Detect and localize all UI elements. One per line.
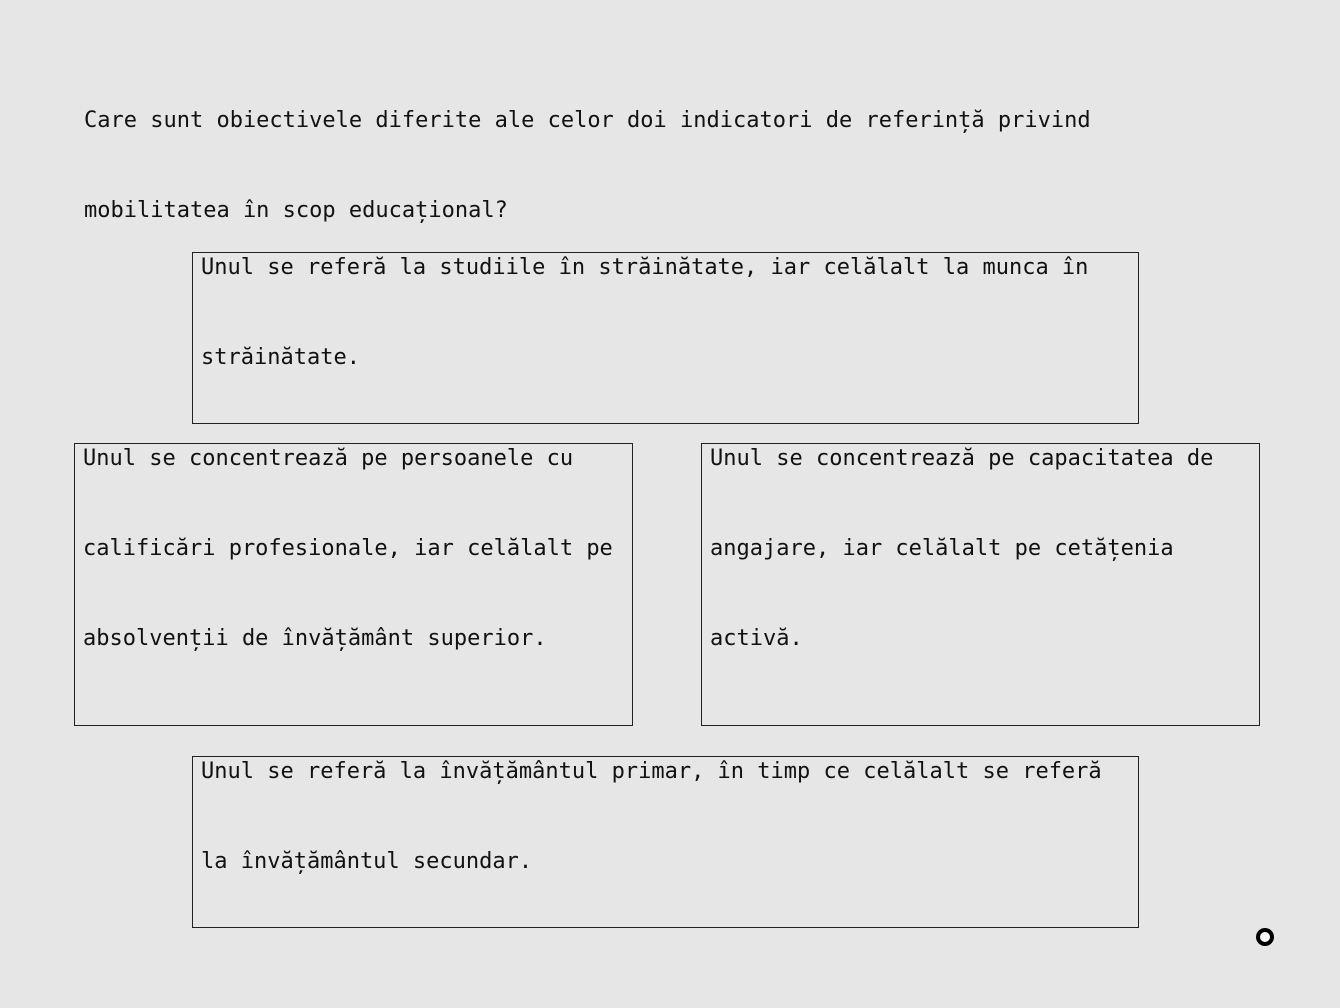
answer-option-c[interactable]: [701, 443, 1260, 726]
question-text: Care sunt obiectivele diferite ale celor doi indicatori de referință privind mobilitatea în scop educațional?: [84, 108, 1091, 223]
mouse-cursor-icon: [1256, 928, 1274, 946]
answer-option-d[interactable]: [192, 756, 1139, 928]
answer-option-d-label: Unul se referă la învățământul primar, în timp ce celălalt se referă la învățământul secundar.: [201, 759, 1102, 874]
answer-option-a[interactable]: [192, 252, 1139, 424]
answer-option-a-label: Unul se referă la studiile în străinătate, iar celălalt la munca în străinătate.: [201, 255, 1089, 370]
answer-option-b[interactable]: [74, 443, 633, 726]
answer-option-b-label: Unul se concentrează pe persoanele cu calificări profesionale, iar celălalt pe absolvenții de învățământ superior.: [83, 446, 613, 651]
answer-option-c-label: Unul se concentrează pe capacitatea de angajare, iar celălalt pe cetățenia activă.: [710, 446, 1214, 651]
